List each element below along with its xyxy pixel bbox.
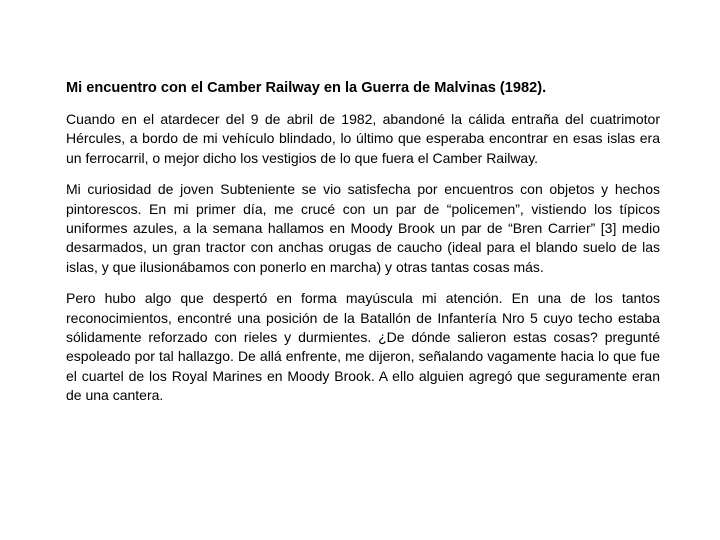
paragraph-3: Pero hubo algo que despertó en forma mayúscula mi atención. En una de los tantos reconocimientos, encontré una posición de la Batallón de Infantería Nro 5 cuyo techo estaba sólidamente reforzado con rieles y durmientes. ¿De dónde salieron estas cosas? pregunté espoleado por tal hallazgo. De allá enfrente, me dijeron, señalando vagamente hacia lo que fue el cuartel de los Royal Marines en Moody Brook. A ello alguien agregó que seguramente eran de una cantera. (66, 290, 660, 404)
document-body (66, 78, 660, 418)
document-title: Mi encuentro con el Camber Railway en la Guerra de Malvinas (1982). (66, 80, 547, 96)
paragraph-2: Mi curiosidad de joven Subteniente se vio satisfecha por encuentros con objetos y hechos pintorescos. En mi primer día, me crucé con un par de “policemen”, vistiendo los típicos uniformes azules, a la semana hallamos en Moody Brook un par de “Bren Carrier” [3] medio desarmados, un gran tractor con anchas orugas de caucho (ideal para el blando suelo de las islas, y que ilusionábamos con ponerlo en marcha) y otras tantas cosas más. (66, 181, 660, 275)
paragraph-1: Cuando en el atardecer del 9 de abril de 1982, abandoné la cálida entraña del cuatrimotor Hércules, a bordo de mi vehículo blindado, lo último que esperaba encontrar en esas islas era un ferrocarril, o mejor dicho los vestigios de lo que fuera el Camber Railway. (66, 111, 660, 166)
